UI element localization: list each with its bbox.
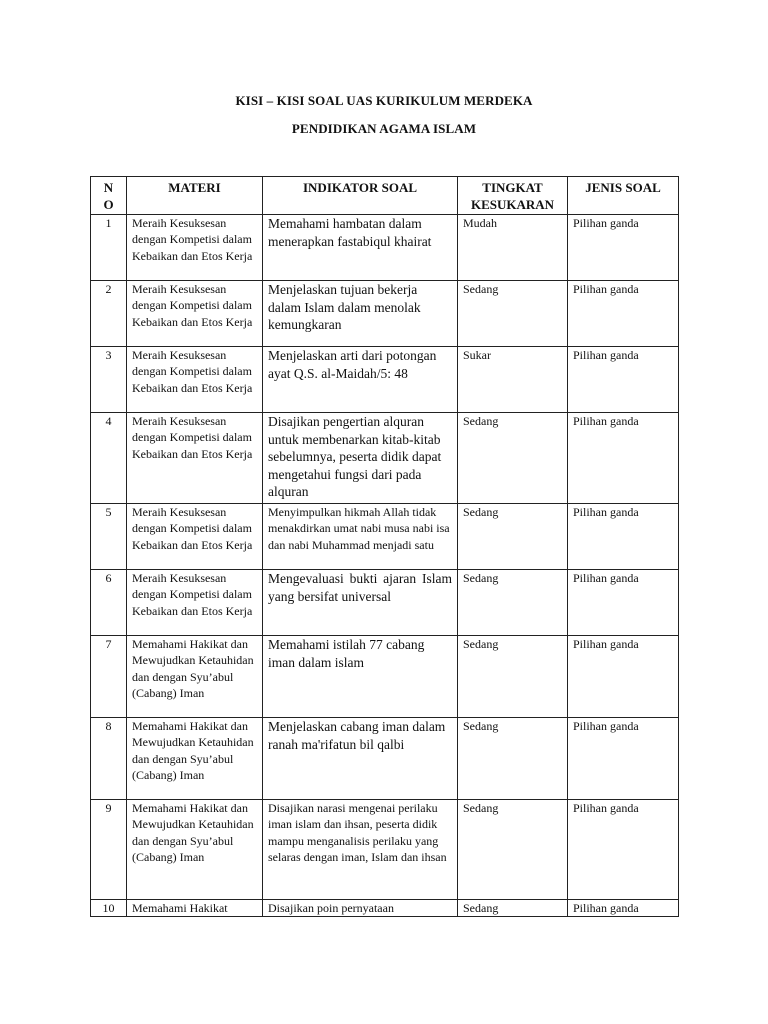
cell-tingkat: Sedang bbox=[458, 718, 568, 800]
cell-tingkat: Sedang bbox=[458, 281, 568, 347]
cell-no: 5 bbox=[91, 504, 127, 570]
cell-jenis: Pilihan ganda bbox=[568, 570, 679, 636]
cell-indikator: Disajikan pengertian alquran untuk membenarkan kitab-kitab sebelumnya, peserta didik dapat mengetahui fungsi dari pada alquran bbox=[263, 413, 458, 504]
cell-jenis: Pilihan ganda bbox=[568, 347, 679, 413]
cell-no: 10 bbox=[91, 900, 127, 917]
table-row bbox=[91, 800, 679, 900]
cell-materi: Meraih Kesuksesan dengan Kompetisi dalam Kebaikan dan Etos Kerja bbox=[127, 504, 263, 570]
kisi-table bbox=[90, 176, 679, 917]
header-no: N O bbox=[91, 177, 127, 215]
header-materi: MATERI bbox=[127, 177, 263, 215]
cell-jenis: Pilihan ganda bbox=[568, 281, 679, 347]
cell-materi: Meraih Kesuksesan dengan Kompetisi dalam Kebaikan dan Etos Kerja bbox=[127, 570, 263, 636]
cell-indikator: Menjelaskan arti dari potongan ayat Q.S. al-Maidah/5: 48 bbox=[263, 347, 458, 413]
header-jenis: JENIS SOAL bbox=[568, 177, 679, 215]
cell-no: 9 bbox=[91, 800, 127, 900]
table-row bbox=[91, 504, 679, 570]
document-subtitle: PENDIDIKAN AGAMA ISLAM bbox=[291, 121, 477, 136]
cell-tingkat: Sedang bbox=[458, 413, 568, 504]
cell-no: 7 bbox=[91, 636, 127, 718]
cell-indikator: Memahami istilah 77 cabang iman dalam islam bbox=[263, 636, 458, 718]
cell-tingkat: Mudah bbox=[458, 215, 568, 281]
cell-materi: Memahami Hakikat dan Mewujudkan Ketauhidan dan dengan Syu’abul (Cabang) Iman bbox=[127, 636, 263, 718]
table-header-row bbox=[91, 177, 679, 215]
indikator-text: Menyimpulkan hikmah Allah tidak menakdirkan umat nabi musa nabi isa dan nabi Muhammad menjadi satu bbox=[268, 505, 450, 552]
cell-no: 6 bbox=[91, 570, 127, 636]
header-indikator: INDIKATOR SOAL bbox=[263, 177, 458, 215]
cell-indikator: Disajikan poin pernyataan bbox=[263, 900, 458, 917]
cell-materi: Memahami Hakikat dan Mewujudkan Ketauhidan dan dengan Syu’abul (Cabang) Iman bbox=[127, 718, 263, 800]
cell-jenis: Pilihan ganda bbox=[568, 718, 679, 800]
table-row bbox=[91, 281, 679, 347]
cell-materi: Meraih Kesuksesan dengan Kompetisi dalam Kebaikan dan Etos Kerja bbox=[127, 281, 263, 347]
cell-tingkat: Sedang bbox=[458, 900, 568, 917]
table-row bbox=[91, 570, 679, 636]
cell-indikator: Disajikan narasi mengenai perilaku iman islam dan ihsan, peserta didik mampu menganalisis perilaku yang selaras dengan iman, Islam dan ihsan bbox=[263, 800, 458, 900]
table-row bbox=[91, 215, 679, 281]
cell-jenis: Pilihan ganda bbox=[568, 215, 679, 281]
header-tingkat: TINGKAT KESUKARAN bbox=[458, 177, 568, 215]
cell-tingkat: Sedang bbox=[458, 570, 568, 636]
table-row bbox=[91, 718, 679, 800]
cell-no: 1 bbox=[91, 215, 127, 281]
cell-no: 2 bbox=[91, 281, 127, 347]
cell-jenis: Pilihan ganda bbox=[568, 636, 679, 718]
cell-indikator: Menjelaskan cabang iman dalam ranah ma'rifatun bil qalbi bbox=[263, 718, 458, 800]
table-row bbox=[91, 413, 679, 504]
cell-materi: Meraih Kesuksesan dengan Kompetisi dalam Kebaikan dan Etos Kerja bbox=[127, 215, 263, 281]
cell-jenis: Pilihan ganda bbox=[568, 800, 679, 900]
cell-materi: Memahami Hakikat bbox=[127, 900, 263, 917]
cell-indikator: Mengevaluasi bukti ajaran Islam yang bersifat universal bbox=[263, 570, 458, 636]
cell-materi: Meraih Kesuksesan dengan Kompetisi dalam Kebaikan dan Etos Kerja bbox=[127, 347, 263, 413]
cell-materi: Meraih Kesuksesan dengan Kompetisi dalam Kebaikan dan Etos Kerja bbox=[127, 413, 263, 504]
table-row bbox=[91, 347, 679, 413]
cell-materi: Memahami Hakikat dan Mewujudkan Ketauhidan dan dengan Syu’abul (Cabang) Iman bbox=[127, 800, 263, 900]
document-title: KISI – KISI SOAL UAS KURIKULUM MERDEKA bbox=[235, 93, 533, 108]
cell-no: 4 bbox=[91, 413, 127, 504]
cell-tingkat: Sedang bbox=[458, 800, 568, 900]
cell-no: 8 bbox=[91, 718, 127, 800]
cell-tingkat: Sedang bbox=[458, 504, 568, 570]
cell-no: 3 bbox=[91, 347, 127, 413]
cell-jenis: Pilihan ganda bbox=[568, 900, 679, 917]
cell-jenis: Pilihan ganda bbox=[568, 504, 679, 570]
table-row bbox=[91, 900, 679, 917]
cell-indikator: Menjelaskan tujuan bekerja dalam Islam dalam menolak kemungkaran bbox=[263, 281, 458, 347]
cell-tingkat: Sukar bbox=[458, 347, 568, 413]
cell-indikator: Memahami hambatan dalam menerapkan fastabiqul khairat bbox=[263, 215, 458, 281]
cell-jenis: Pilihan ganda bbox=[568, 413, 679, 504]
cell-indikator bbox=[263, 504, 458, 570]
table-row bbox=[91, 636, 679, 718]
cell-tingkat: Sedang bbox=[458, 636, 568, 718]
